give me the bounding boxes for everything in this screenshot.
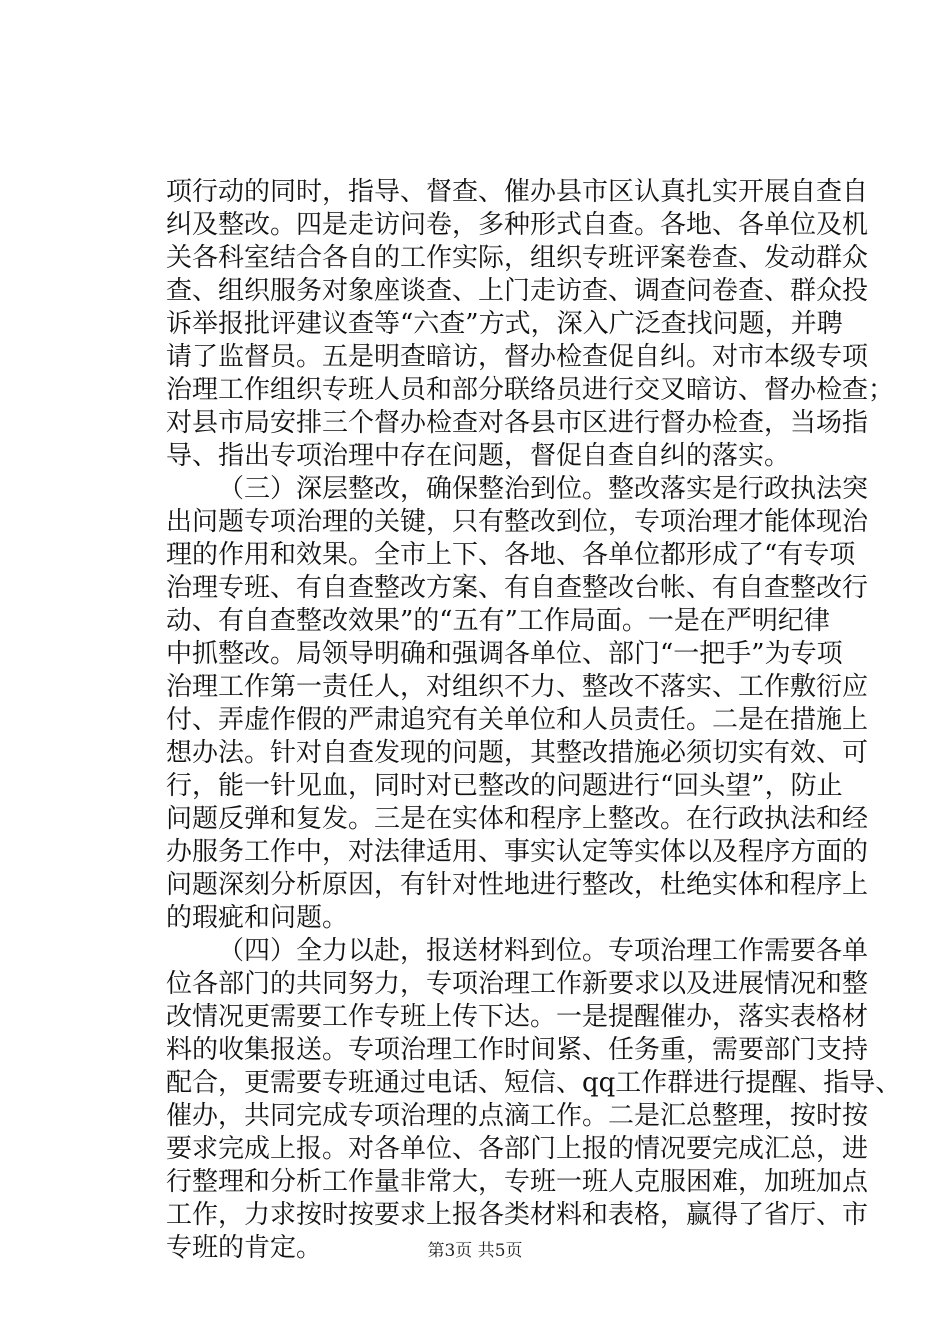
text-line: 工作，力求按时按要求上报各类材料和表格，赢得了省厅、市 <box>166 1200 869 1230</box>
text-line: 问题反弹和复发。三是在实体和程序上整改。在行政执法和经 <box>166 804 869 834</box>
text-line: 行，能一针见血，同时对已整改的问题进行“回头望”，防止 <box>166 771 843 801</box>
text-line: 纠及整改。四是走访问卷，多种形式自查。各地、各单位及机 <box>166 210 869 240</box>
text-line: 查、组织服务对象座谈查、上门走访查、调查问卷查、群众投 <box>166 276 869 306</box>
text-line: 专班的肯定。 <box>166 1233 323 1263</box>
text-line: 问题深刻分析原因，有针对性地进行整改，杜绝实体和程序上 <box>166 870 869 900</box>
text-line: 想办法。针对自查发现的问题，其整改措施必须切实有效、可 <box>166 738 869 768</box>
page-number-label: 第3页 共5页 <box>427 1241 523 1261</box>
paragraph-section-4 <box>166 935 902 1265</box>
text-line: 改情况更需要工作专班上传下达。一是提醒催办，落实表格材 <box>166 1002 869 1032</box>
page-footer <box>0 1240 950 1262</box>
text-line: 动、有自查整改效果”的“五有”工作局面。一是在严明纪律 <box>166 606 830 636</box>
text-line: 行整理和分析工作量非常大，专班一班人克服困难，加班加点 <box>166 1167 869 1197</box>
text-line: 理的作用和效果。全市上下、各地、各单位都形成了“有专项 <box>166 540 856 570</box>
text-line: （四）全力以赴，报送材料到位。专项治理工作需要各单 <box>218 936 869 966</box>
text-line: （三）深层整改，确保整治到位。整改落实是行政执法突 <box>218 474 869 504</box>
text-line: 位各部门的共同努力，专项治理工作新要求以及进展情况和整 <box>166 969 869 999</box>
text-line: 治理专班、有自查整改方案、有自查整改台帐、有自查整改行 <box>166 573 869 603</box>
paragraph-1 <box>166 176 895 473</box>
text-line: 治理工作第一责任人，对组织不力、整改不落实、工作敷衍应 <box>166 672 869 702</box>
text-line: 的瑕疵和问题。 <box>166 903 349 933</box>
text-line: 料的收集报送。专项治理工作时间紧、任务重，需要部门支持 <box>166 1035 869 1065</box>
paragraph-section-3 <box>166 473 869 935</box>
text-line: 对县市局安排三个督办检查对各县市区进行督办检查，当场指 <box>166 408 869 438</box>
text-line: 诉举报批评建议查等“六查”方式，深入广泛查找问题，并聘 <box>166 309 843 339</box>
text-line: 出问题专项治理的关键，只有整改到位，专项治理才能体现治 <box>166 507 869 537</box>
text-line: 付、弄虚作假的严肃追究有关单位和人员责任。二是在措施上 <box>166 705 869 735</box>
text-line: 催办，共同完成专项治理的点滴工作。二是汇总整理，按时按 <box>166 1101 869 1131</box>
text-line: 治理工作组织专班人员和部分联络员进行交叉暗访、督办检查； <box>166 375 895 405</box>
text-line: 关各科室结合各自的工作实际，组织专班评案卷查、发动群众 <box>166 243 869 273</box>
text-line: 导、指出专项治理中存在问题，督促自查自纠的落实。 <box>166 441 791 471</box>
text-line: 项行动的同时，指导、督查、催办县市区认真扎实开展自查自 <box>166 177 869 207</box>
text-line: 办服务工作中，对法律适用、事实认定等实体以及程序方面的 <box>166 837 869 867</box>
text-line: 中抓整改。局领导明确和强调各单位、部门“一把手”为专项 <box>166 639 843 669</box>
text-line: 要求完成上报。对各单位、各部门上报的情况要完成汇总，进 <box>166 1134 869 1164</box>
text-line: 配合，更需要专班通过电话、短信、qq工作群进行提醒、指导、 <box>166 1068 902 1098</box>
document-body <box>166 176 902 1265</box>
text-line: 请了监督员。五是明查暗访，督办检查促自纠。对市本级专项 <box>166 342 869 372</box>
